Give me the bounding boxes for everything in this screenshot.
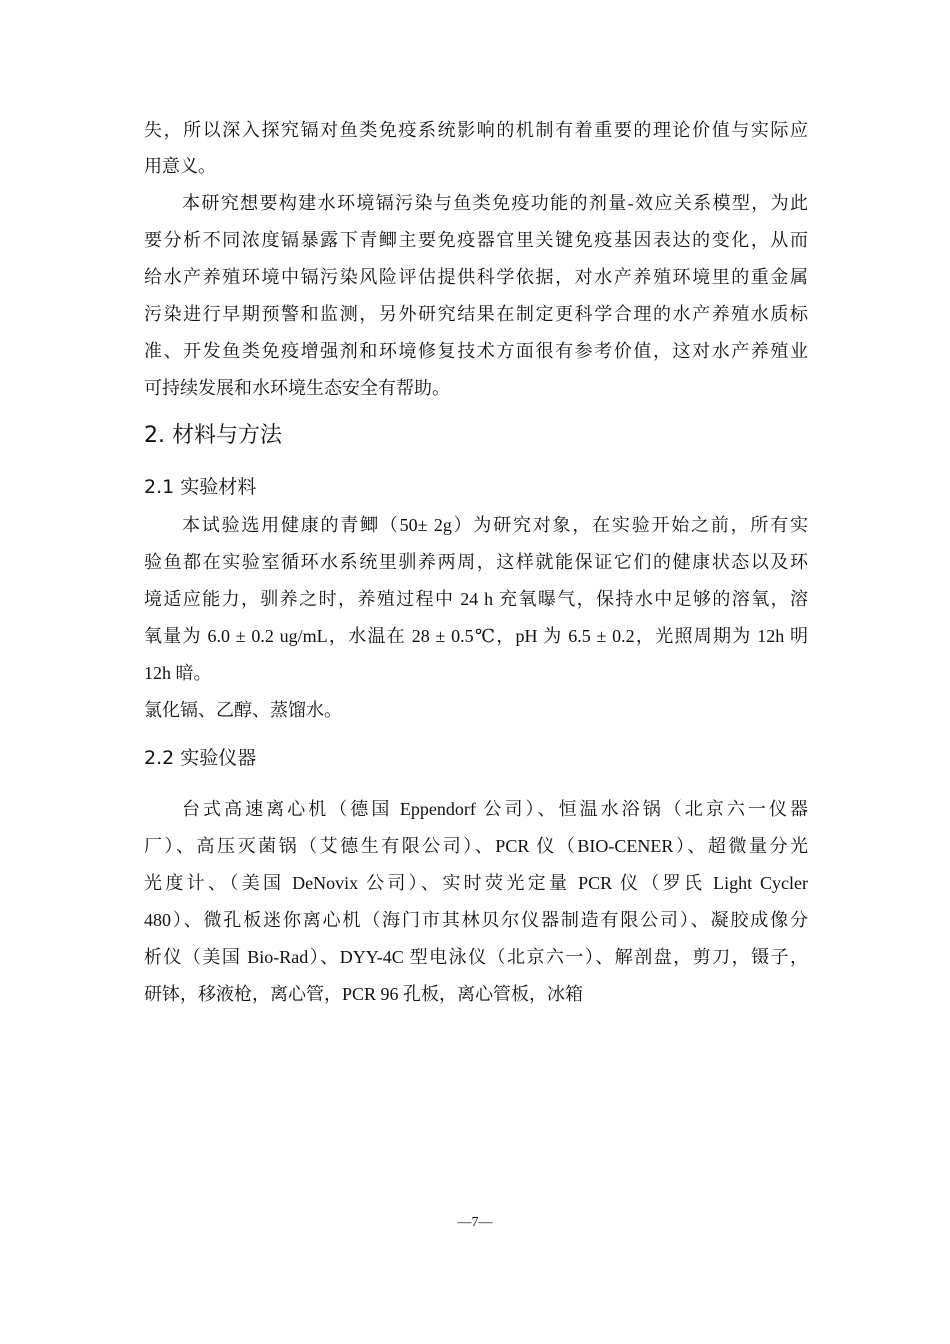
materials-line-5: 12h 暗。 (144, 663, 212, 683)
para2-line-6: 可持续发展和水环境生态安全有帮助。 (144, 378, 450, 398)
materials-line-1: 本试验选用健康的青鲫（50± 2g）为研究对象，在实验开始之前，所有实 (182, 515, 808, 535)
materials-line-3: 境适应能力，驯养之时，养殖过程中 24 h 充氧曝气，保持水中足够的溶氧，溶 (144, 589, 808, 609)
para2-line-4: 污染进行早期预警和监测，另外研究结果在制定更科学合理的水产养殖水质标 (144, 304, 808, 324)
section-heading-2-2: 2.2 实验仪器 (144, 747, 257, 769)
para2-line-2: 要分析不同浓度镉暴露下青鲫主要免疫器官里关键免疫基因表达的变化，从而 (144, 230, 808, 250)
instruments-line-1: 台式高速离心机（德国 Eppendorf 公司）、恒温水浴锅（北京六一仪器 (182, 799, 808, 819)
page-number: —7— (457, 1215, 493, 1230)
instruments-line-6: 研钵，移液枪，离心管，PCR 96 孔板，离心管板，冰箱 (144, 984, 584, 1004)
section-heading-2-1: 2.1 实验材料 (144, 476, 257, 498)
intro-line-1: 失，所以深入探究镉对鱼类免疫系统影响的机制有着重要的理论价值与实际应 (144, 120, 808, 140)
materials-line-4: 氧量为 6.0 ± 0.2 ug/mL，水温在 28 ± 0.5℃，pH 为 6.5 ± 0.2，光照周期为 12h 明 (144, 626, 808, 646)
para2-line-3: 给水产养殖环境中镉污染风险评估提供科学依据，对水产养殖环境里的重金属 (144, 267, 808, 287)
instruments-line-3: 光度计、（美国 DeNovix 公司）、实时荧光定量 PCR 仪（罗氏 Light Cycler (144, 873, 808, 893)
section-heading-2: 2. 材料与方法 (144, 423, 282, 448)
materials-line-2: 验鱼都在实验室循环水系统里驯养两周，这样就能保证它们的健康状态以及环 (144, 552, 808, 572)
intro-line-2: 用意义。 (144, 156, 216, 176)
instruments-line-2: 厂）、高压灭菌锅（艾德生有限公司）、PCR 仪（BIO-CENER）、超微量分光 (144, 836, 808, 856)
reagents-line: 氯化镉、乙醇、蒸馏水。 (144, 700, 342, 720)
instruments-line-4: 480）、微孔板迷你离心机（海门市其林贝尔仪器制造有限公司）、凝胶成像分 (144, 910, 808, 930)
para2-line-5: 准、开发鱼类免疫增强剂和环境修复技术方面很有参考价值，这对水产养殖业 (144, 341, 808, 361)
para2-line-1: 本研究想要构建水环境镉污染与鱼类免疫功能的剂量-效应关系模型，为此 (182, 193, 808, 213)
instruments-line-5: 析仪（美国 Bio-Rad）、DYY-4C 型电泳仪（北京六一）、解剖盘，剪刀，镊子， (144, 947, 808, 967)
